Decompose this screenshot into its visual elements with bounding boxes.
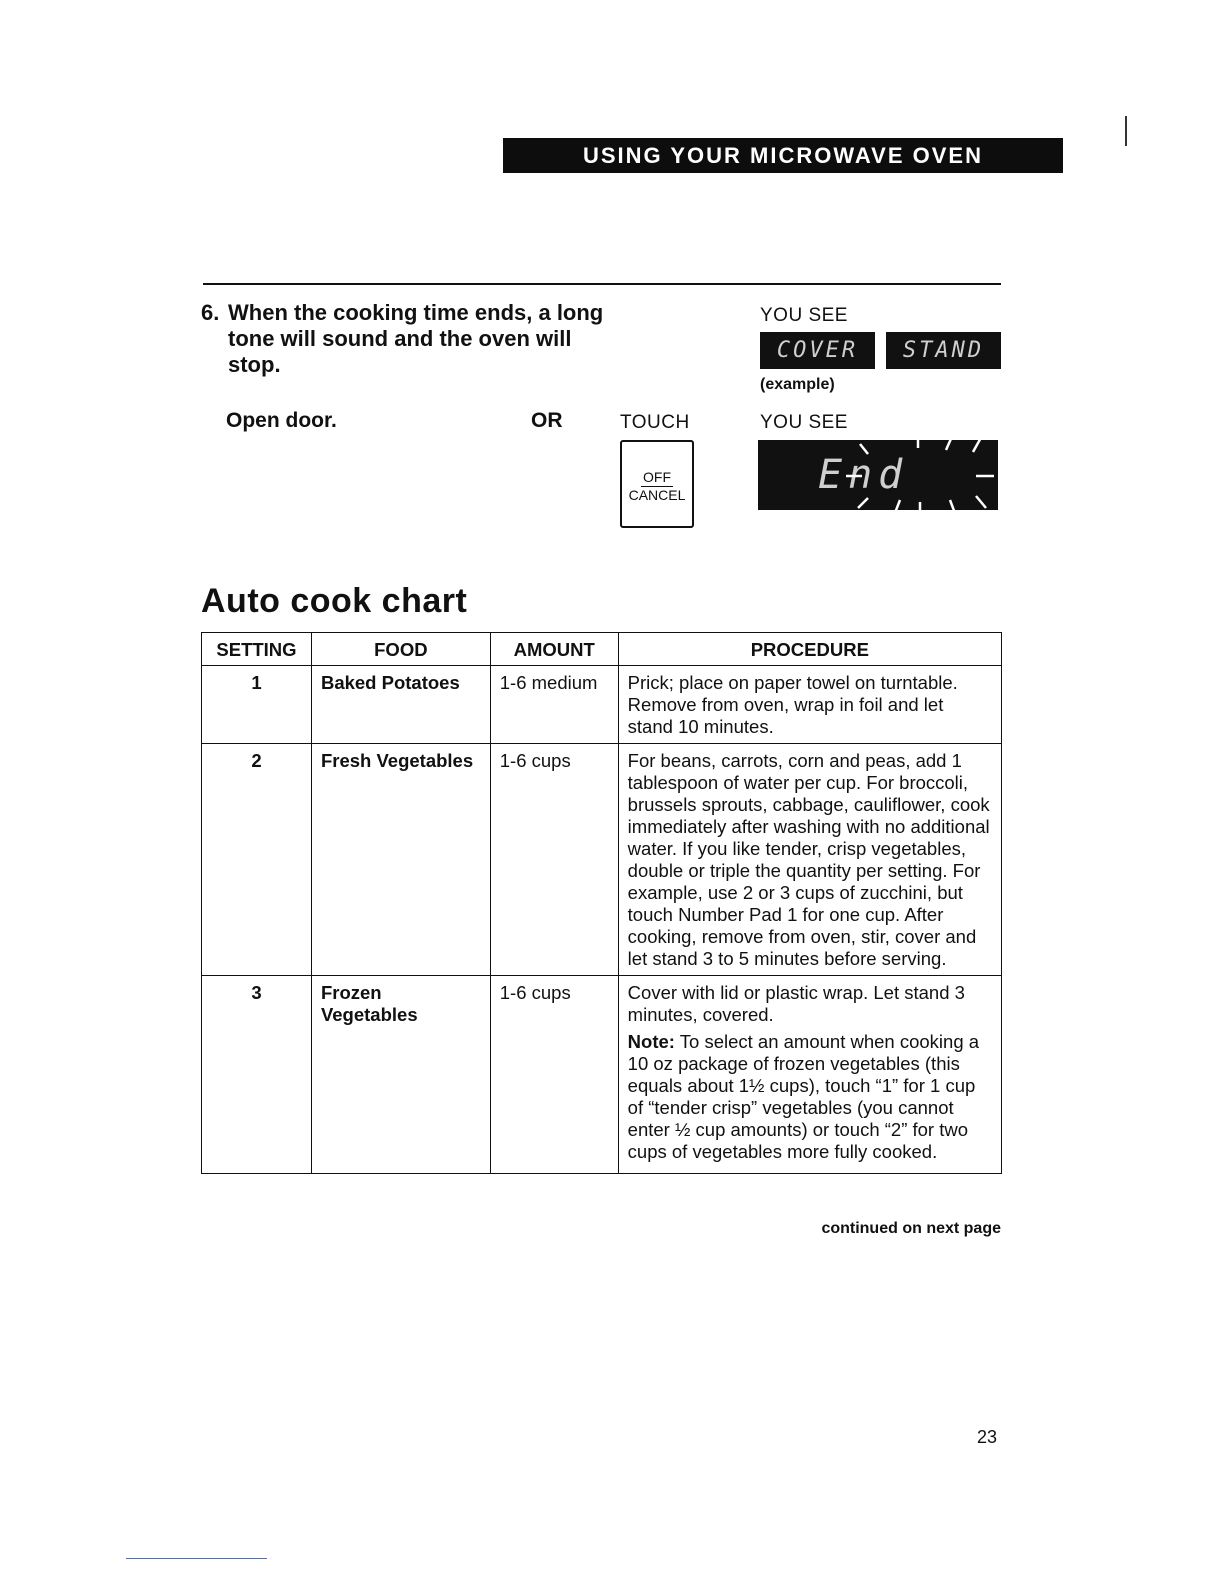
food-cell: Frozen Vegetables bbox=[311, 976, 490, 1174]
auto-cook-table bbox=[201, 632, 1002, 1174]
open-door-instruction: Open door. bbox=[226, 409, 337, 432]
setting-cell: 2 bbox=[202, 744, 312, 976]
column-header-amount: AMOUNT bbox=[490, 633, 618, 666]
cancel-label: CANCEL bbox=[628, 487, 686, 503]
section-divider bbox=[203, 283, 1001, 285]
margin-mark bbox=[1125, 116, 1127, 146]
step-instruction: When the cooking time ends, a long tone will sound and the oven will stop. bbox=[228, 300, 604, 377]
procedure-cell bbox=[618, 976, 1001, 1174]
display-cover: COVER bbox=[760, 332, 875, 369]
amount-cell: 1-6 cups bbox=[490, 744, 618, 976]
setting-cell: 3 bbox=[202, 976, 312, 1174]
display-end: End bbox=[758, 440, 998, 510]
note-text: To select an amount when cooking a 10 oz package of frozen vegetables (this equals about 1½ cups), touch “1” for 1 cup of “tender crisp” vegetables (you cannot enter ½ cup amounts) or touch “2” for two cups of vegetables more fully cooked. bbox=[627, 1031, 980, 1162]
flash-rays-icon bbox=[758, 428, 998, 522]
setting-cell: 1 bbox=[202, 666, 312, 744]
procedure-cell: Prick; place on paper towel on turntable. Remove from oven, wrap in foil and let stand 10 minutes. bbox=[618, 666, 1001, 744]
column-header-food: FOOD bbox=[311, 633, 490, 666]
footer-line bbox=[126, 1558, 267, 1559]
display-stand: STAND bbox=[886, 332, 1001, 369]
table-header-row bbox=[202, 633, 1002, 666]
food-cell: Baked Potatoes bbox=[311, 666, 490, 744]
off-cancel-button[interactable] bbox=[620, 440, 694, 528]
table-row bbox=[202, 744, 1002, 976]
off-label: OFF bbox=[643, 469, 671, 485]
food-cell: Fresh Vegetables bbox=[311, 744, 490, 976]
or-label: OR bbox=[531, 409, 563, 432]
table-row bbox=[202, 976, 1002, 1174]
procedure-cell: For beans, carrots, corn and peas, add 1 tablespoon of water per cup. For broccoli, brussels sprouts, cabbage, cauliflower, cook immediately after washing with no additional water. If you like tender, crisp vegetables, double or triple the quantity per setting. For example, use 2 or 3 cups of zucchini, but touch Number Pad 1 for one cup. After cooking, remove from oven, stir, cover and let stand 3 to 5 minutes before serving. bbox=[618, 744, 1001, 976]
page-number: 23 bbox=[977, 1427, 998, 1447]
amount-cell: 1-6 cups bbox=[490, 976, 618, 1174]
note-label: Note: bbox=[627, 1031, 675, 1052]
table-row bbox=[202, 666, 1002, 744]
procedure-text: Cover with lid or plastic wrap. Let stand 3 minutes, covered. bbox=[627, 982, 965, 1025]
end-display bbox=[758, 440, 998, 510]
step-number: 6. bbox=[201, 300, 220, 325]
procedure-note bbox=[628, 1031, 992, 1163]
column-header-setting: SETTING bbox=[202, 633, 312, 666]
section-header: USING YOUR MICROWAVE OVEN bbox=[503, 138, 1063, 173]
column-header-procedure: PROCEDURE bbox=[618, 633, 1001, 666]
chart-title: Auto cook chart bbox=[201, 582, 468, 620]
continued-note: continued on next page bbox=[821, 1220, 1001, 1237]
you-see-label-2: YOU SEE bbox=[760, 412, 848, 433]
touch-label: TOUCH bbox=[620, 412, 690, 433]
you-see-label: YOU SEE bbox=[760, 305, 848, 326]
example-note: (example) bbox=[760, 376, 835, 393]
amount-cell: 1-6 medium bbox=[490, 666, 618, 744]
